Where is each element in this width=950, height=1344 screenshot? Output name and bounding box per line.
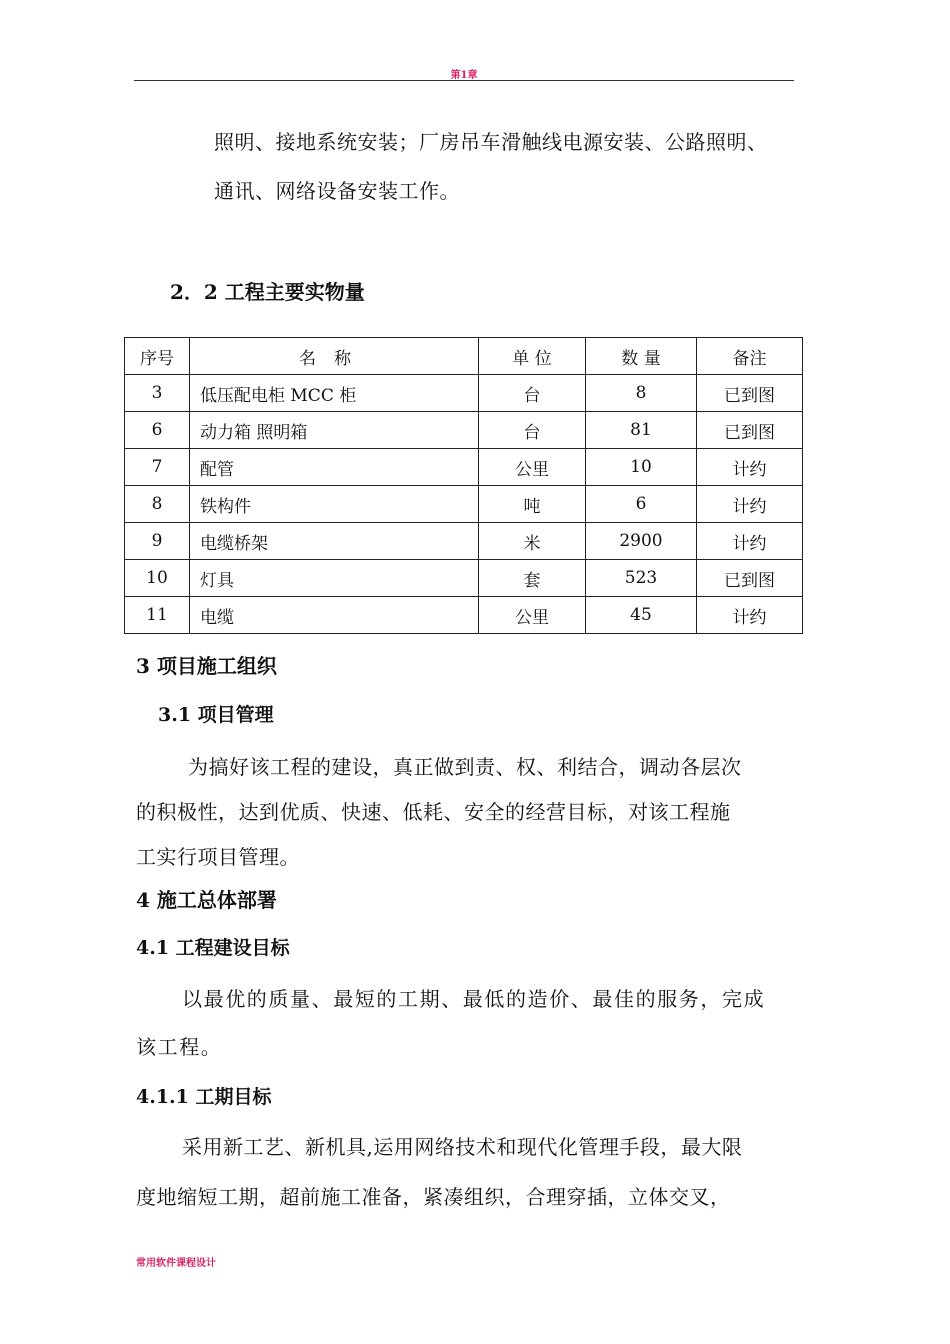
intro-line-1: 照明、接地系统安装；厂房吊车滑触线电源安装、公路照明、	[214, 130, 768, 154]
section-3-1-para-line-2: 的积极性，达到优质、快速、低耗、安全的经营目标，对该工程施	[136, 800, 731, 824]
table-row	[125, 486, 803, 523]
cell-note: 计约	[697, 449, 803, 486]
section-3-1-para-line-1: 为搞好该工程的建设，真正做到责、权、利结合，调动各层次	[188, 755, 742, 779]
cell-qty: 6	[586, 486, 697, 523]
cell-name: 电缆桥架	[190, 523, 479, 560]
table-row	[125, 375, 803, 412]
header-qty: 数 量	[586, 338, 697, 375]
section-4-1-1-para-line-2: 度地缩短工期，超前施工准备，紧凑组织，合理穿插，立体交叉，	[136, 1185, 731, 1209]
cell-name: 铁构件	[190, 486, 479, 523]
page-header-chapter: 第1章	[450, 70, 478, 81]
section-4-1-para-line-2: 该工程。	[136, 1035, 223, 1059]
cell-note: 已到图	[697, 412, 803, 449]
cell-unit: 公里	[479, 449, 586, 486]
cell-qty: 523	[586, 560, 697, 597]
cell-unit: 吨	[479, 486, 586, 523]
cell-note: 计约	[697, 597, 803, 634]
cell-unit: 公里	[479, 597, 586, 634]
page-footer: 常用软件课程设计	[136, 1258, 216, 1269]
header-name: 名称	[190, 338, 479, 375]
cell-note: 计约	[697, 486, 803, 523]
cell-no: 8	[125, 486, 190, 523]
cell-no: 10	[125, 560, 190, 597]
section-3-1-title: 3.1 项目管理	[158, 704, 274, 726]
section-4-1-1-title: 4.1.1 工期目标	[136, 1086, 272, 1108]
section-4-1-para-line-1: 以最优的质量、最短的工期、最低的造价、最佳的服务，完成	[182, 987, 766, 1011]
cell-name: 灯具	[190, 560, 479, 597]
section-4-title: 4 施工总体部署	[136, 888, 277, 912]
cell-no: 11	[125, 597, 190, 634]
cell-qty: 8	[586, 375, 697, 412]
cell-qty: 10	[586, 449, 697, 486]
intro-line-2: 通讯、网络设备安装工作。	[214, 179, 460, 203]
cell-no: 3	[125, 375, 190, 412]
header-rule	[134, 80, 794, 81]
cell-no: 6	[125, 412, 190, 449]
cell-note: 已到图	[697, 560, 803, 597]
cell-qty: 45	[586, 597, 697, 634]
cell-name: 动力箱 照明箱	[190, 412, 479, 449]
section-4-1-1-para-line-1: 采用新工艺、新机具,运用网络技术和现代化管理手段，最大限	[182, 1135, 743, 1159]
header-note: 备注	[697, 338, 803, 375]
cell-unit: 米	[479, 523, 586, 560]
section-3-1-para-line-3: 工实行项目管理。	[136, 845, 300, 869]
cell-note: 计约	[697, 523, 803, 560]
table-row	[125, 449, 803, 486]
table-header-row	[125, 338, 803, 375]
section-3-title: 3 项目施工组织	[136, 654, 277, 678]
table-row	[125, 523, 803, 560]
quantity-table	[124, 337, 803, 634]
cell-unit: 台	[479, 375, 586, 412]
cell-qty: 2900	[586, 523, 697, 560]
cell-name: 电缆	[190, 597, 479, 634]
cell-no: 7	[125, 449, 190, 486]
header-unit: 单 位	[479, 338, 586, 375]
cell-no: 9	[125, 523, 190, 560]
table-row	[125, 597, 803, 634]
header-no: 序号	[125, 338, 190, 375]
cell-name: 配管	[190, 449, 479, 486]
section-2-2-title: 2．2 工程主要实物量	[170, 280, 365, 304]
table-row	[125, 412, 803, 449]
cell-name: 低压配电柜 MCC 柜	[190, 375, 479, 412]
cell-qty: 81	[586, 412, 697, 449]
table-row	[125, 560, 803, 597]
cell-unit: 台	[479, 412, 586, 449]
cell-unit: 套	[479, 560, 586, 597]
cell-note: 已到图	[697, 375, 803, 412]
section-4-1-title: 4.1 工程建设目标	[136, 937, 290, 959]
